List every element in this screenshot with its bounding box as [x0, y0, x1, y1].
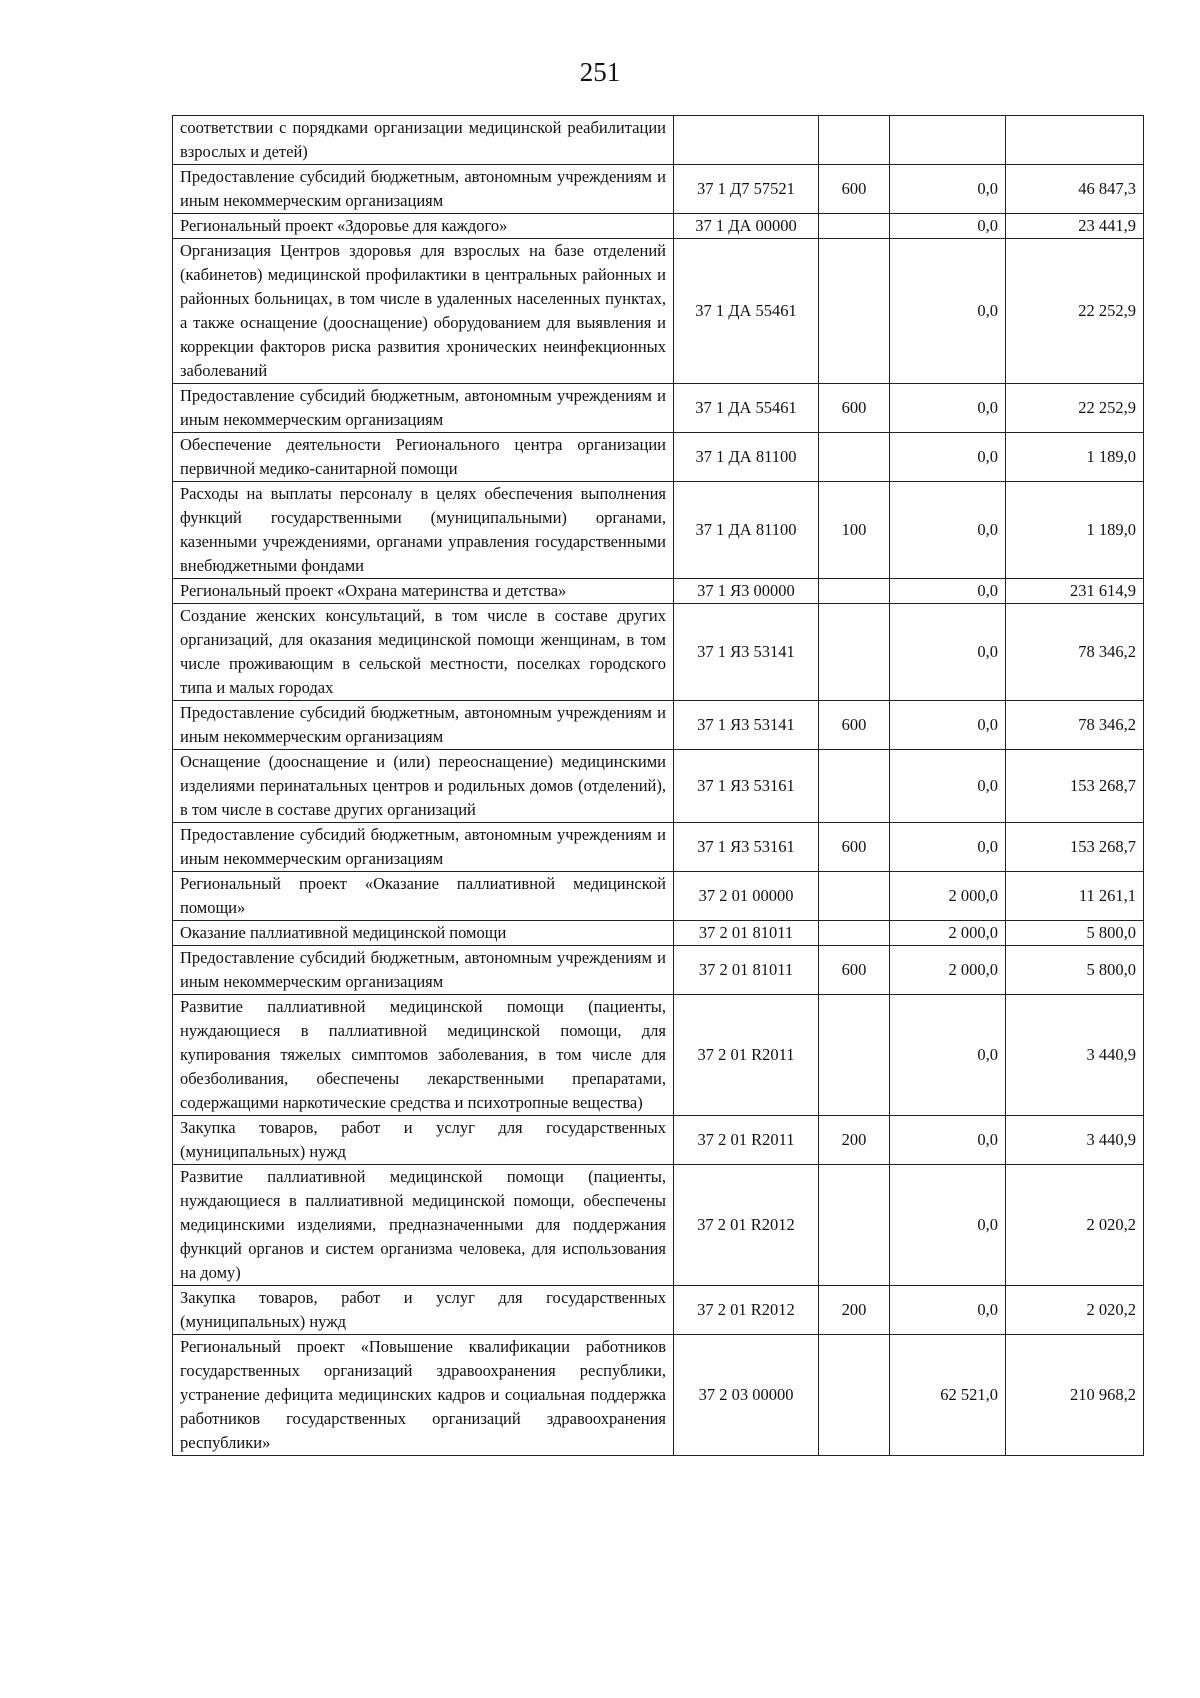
row-name: Оснащение (дооснащение и (или) переоснащение) медицинскими изделиями перинатальных центров и родильных домов (отделений), в том числе в составе других организаций	[173, 750, 674, 823]
row-expense-type	[819, 579, 890, 604]
row-code: 37 1 Д7 57521	[674, 165, 819, 214]
row-amount-2: 3 440,9	[1006, 1116, 1144, 1165]
table-row	[173, 214, 1144, 239]
row-amount-1: 0,0	[890, 823, 1006, 872]
row-code: 37 1 ДА 00000	[674, 214, 819, 239]
row-code: 37 2 01 81011	[674, 946, 819, 995]
row-amount-1: 0,0	[890, 995, 1006, 1116]
row-amount-2: 1 189,0	[1006, 482, 1144, 579]
row-name: Оказание паллиативной медицинской помощи	[173, 921, 674, 946]
row-amount-1: 0,0	[890, 1116, 1006, 1165]
table-row	[173, 579, 1144, 604]
row-expense-type	[819, 1165, 890, 1286]
table-row	[173, 1116, 1144, 1165]
row-code: 37 1 ДА 81100	[674, 482, 819, 579]
row-name: Закупка товаров, работ и услуг для государственных (муниципальных) нужд	[173, 1286, 674, 1335]
row-expense-type	[819, 116, 890, 165]
row-amount-1: 0,0	[890, 214, 1006, 239]
row-amount-2: 22 252,9	[1006, 239, 1144, 384]
row-amount-2: 5 800,0	[1006, 921, 1144, 946]
row-amount-2: 210 968,2	[1006, 1335, 1144, 1456]
budget-table-body	[173, 116, 1144, 1456]
row-amount-1: 0,0	[890, 433, 1006, 482]
row-amount-2: 78 346,2	[1006, 604, 1144, 701]
row-name: Создание женских консультаций, в том числе в составе других организаций, для оказания медицинской помощи женщинам, в том числе проживающим в сельской местности, поселках городского типа и малых городах	[173, 604, 674, 701]
row-expense-type: 600	[819, 384, 890, 433]
row-name: Региональный проект «Охрана материнства и детства»	[173, 579, 674, 604]
row-amount-1: 0,0	[890, 1286, 1006, 1335]
row-amount-1: 0,0	[890, 750, 1006, 823]
row-amount-1: 62 521,0	[890, 1335, 1006, 1456]
row-expense-type	[819, 872, 890, 921]
row-amount-2: 78 346,2	[1006, 701, 1144, 750]
table-row	[173, 604, 1144, 701]
row-amount-1: 0,0	[890, 239, 1006, 384]
row-amount-2: 153 268,7	[1006, 750, 1144, 823]
page-number: 251	[579, 57, 621, 87]
row-name: Региональный проект «Здоровье для каждого»	[173, 214, 674, 239]
row-name: Предоставление субсидий бюджетным, автономным учреждениям и иным некоммерческим организациям	[173, 823, 674, 872]
row-amount-1: 2 000,0	[890, 921, 1006, 946]
row-code: 37 2 01 R2011	[674, 995, 819, 1116]
row-expense-type	[819, 214, 890, 239]
row-code: 37 2 01 81011	[674, 921, 819, 946]
row-expense-type: 600	[819, 946, 890, 995]
row-amount-1: 0,0	[890, 604, 1006, 701]
row-expense-type: 200	[819, 1286, 890, 1335]
row-name: соответствии с порядками организации медицинской реабилитации взрослых и детей)	[173, 116, 674, 165]
row-amount-1: 2 000,0	[890, 872, 1006, 921]
row-amount-2: 46 847,3	[1006, 165, 1144, 214]
row-amount-1: 0,0	[890, 482, 1006, 579]
table-row	[173, 995, 1144, 1116]
row-code: 37 2 01 R2011	[674, 1116, 819, 1165]
row-expense-type: 600	[819, 823, 890, 872]
row-code	[674, 116, 819, 165]
row-code: 37 2 01 00000	[674, 872, 819, 921]
row-amount-1: 2 000,0	[890, 946, 1006, 995]
row-name: Предоставление субсидий бюджетным, автономным учреждениям и иным некоммерческим организациям	[173, 946, 674, 995]
row-code: 37 1 Я3 53161	[674, 750, 819, 823]
row-amount-2: 23 441,9	[1006, 214, 1144, 239]
row-expense-type: 100	[819, 482, 890, 579]
row-code: 37 1 Я3 53141	[674, 604, 819, 701]
row-code: 37 1 ДА 55461	[674, 384, 819, 433]
table-row	[173, 946, 1144, 995]
row-amount-1	[890, 116, 1006, 165]
row-amount-2: 231 614,9	[1006, 579, 1144, 604]
row-code: 37 1 Я3 53161	[674, 823, 819, 872]
row-code: 37 2 03 00000	[674, 1335, 819, 1456]
row-expense-type: 600	[819, 165, 890, 214]
row-name: Развитие паллиативной медицинской помощи (пациенты, нуждающиеся в паллиативной медицинской помощи, для купирования тяжелых симптомов заболевания, в том числе для обезболивания, обеспечены лекарственными препаратами, содержащими наркотические средства и психотропные вещества)	[173, 995, 674, 1116]
row-expense-type	[819, 750, 890, 823]
row-amount-2: 153 268,7	[1006, 823, 1144, 872]
row-name: Закупка товаров, работ и услуг для государственных (муниципальных) нужд	[173, 1116, 674, 1165]
row-name: Региональный проект «Повышение квалификации работников государственных организаций здравоохранения республики, устранение дефицита медицинских кадров и социальная поддержка работников государственных организаций здравоохранения республики»	[173, 1335, 674, 1456]
row-amount-2: 2 020,2	[1006, 1286, 1144, 1335]
row-name: Предоставление субсидий бюджетным, автономным учреждениям и иным некоммерческим организациям	[173, 701, 674, 750]
row-expense-type	[819, 604, 890, 701]
row-code: 37 1 Я3 53141	[674, 701, 819, 750]
table-row	[173, 1286, 1144, 1335]
table-row	[173, 701, 1144, 750]
table-row	[173, 433, 1144, 482]
table-row	[173, 116, 1144, 165]
row-amount-2: 5 800,0	[1006, 946, 1144, 995]
row-amount-1: 0,0	[890, 165, 1006, 214]
row-name: Обеспечение деятельности Регионального центра организации первичной медико-санитарной помощи	[173, 433, 674, 482]
row-amount-2: 3 440,9	[1006, 995, 1144, 1116]
row-code: 37 2 01 R2012	[674, 1165, 819, 1286]
table-row	[173, 239, 1144, 384]
table-row	[173, 1165, 1144, 1286]
row-code: 37 1 ДА 55461	[674, 239, 819, 384]
row-name: Развитие паллиативной медицинской помощи (пациенты, нуждающиеся в паллиативной медицинской помощи, обеспечены медицинскими изделиями, предназначенными для поддержания функций органов и систем организма человека, для использования на дому)	[173, 1165, 674, 1286]
row-name: Организация Центров здоровья для взрослых на базе отделений (кабинетов) медицинской профилактики в центральных районных и районных больницах, в том числе в удаленных населенных пунктах, а также оснащение (дооснащение) оборудованием для выявления и коррекции факторов риска развития хронических неинфекционных заболеваний	[173, 239, 674, 384]
table-row	[173, 384, 1144, 433]
row-amount-1: 0,0	[890, 579, 1006, 604]
row-amount-1: 0,0	[890, 701, 1006, 750]
row-code: 37 1 Я3 00000	[674, 579, 819, 604]
table-row	[173, 165, 1144, 214]
row-amount-1: 0,0	[890, 384, 1006, 433]
row-expense-type: 200	[819, 1116, 890, 1165]
row-amount-1: 0,0	[890, 1165, 1006, 1286]
row-expense-type: 600	[819, 701, 890, 750]
row-amount-2: 2 020,2	[1006, 1165, 1144, 1286]
table-row	[173, 482, 1144, 579]
row-amount-2: 1 189,0	[1006, 433, 1144, 482]
table-row	[173, 823, 1144, 872]
budget-table	[172, 115, 1144, 1456]
row-expense-type	[819, 1335, 890, 1456]
row-amount-2	[1006, 116, 1144, 165]
row-code: 37 1 ДА 81100	[674, 433, 819, 482]
row-expense-type	[819, 239, 890, 384]
row-name: Региональный проект «Оказание паллиативной медицинской помощи»	[173, 872, 674, 921]
row-expense-type	[819, 921, 890, 946]
row-amount-2: 11 261,1	[1006, 872, 1144, 921]
row-expense-type	[819, 995, 890, 1116]
row-code: 37 2 01 R2012	[674, 1286, 819, 1335]
row-name: Расходы на выплаты персоналу в целях обеспечения выполнения функций государственными (муниципальными) органами, казенными учреждениями, органами управления государственными внебюджетными фондами	[173, 482, 674, 579]
table-row	[173, 872, 1144, 921]
row-name: Предоставление субсидий бюджетным, автономным учреждениям и иным некоммерческим организациям	[173, 384, 674, 433]
row-amount-2: 22 252,9	[1006, 384, 1144, 433]
row-name: Предоставление субсидий бюджетным, автономным учреждениям и иным некоммерческим организациям	[173, 165, 674, 214]
table-row	[173, 1335, 1144, 1456]
table-row	[173, 921, 1144, 946]
row-expense-type	[819, 433, 890, 482]
table-row	[173, 750, 1144, 823]
